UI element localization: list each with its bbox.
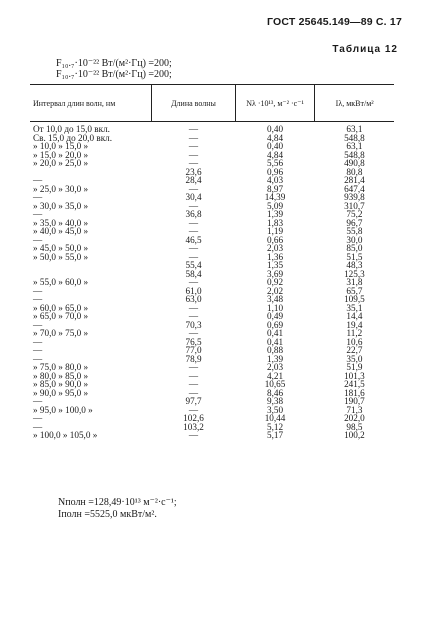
cell-n: 1,10 — [266, 302, 284, 313]
cell-interval — [30, 168, 152, 177]
cell-i: 101,3 — [344, 370, 365, 381]
cell-interval: » 55,0 » 60,0 » — [33, 277, 89, 287]
total-n: Nполн =128,49·10¹³ м⁻²·с⁻¹; — [58, 497, 177, 508]
cell-wavelength: 30,4 — [185, 192, 202, 202]
cell-wavelength: — — [188, 379, 199, 389]
cell-n: 1,83 — [266, 217, 284, 228]
cell-i: 48,3 — [346, 260, 363, 270]
cell-wavelength: — — [188, 387, 199, 398]
table-row — [30, 261, 394, 270]
col-header-wavelength: Длина волны — [152, 85, 235, 122]
cell-i: 71,3 — [346, 404, 363, 415]
cell-i: 310,7 — [344, 200, 365, 211]
cell-n: 5,17 — [266, 430, 284, 440]
cell-i: 51,9 — [346, 362, 363, 372]
cell-n: 3,69 — [266, 268, 284, 279]
cell-wavelength: — — [188, 226, 199, 236]
cell-wavelength: — — [188, 328, 199, 338]
cell-n: 4,21 — [266, 370, 284, 381]
cell-interval: » 100,0 » 105,0 » — [33, 430, 98, 440]
cell-wavelength: — — [188, 200, 199, 211]
table-row — [30, 168, 394, 177]
cell-interval: » 25,0 » 30,0 » — [33, 183, 89, 194]
cell-interval: — — [33, 353, 43, 364]
cell-interval: » 90,0 » 95,0 » — [33, 387, 89, 398]
cell-interval: — — [33, 421, 43, 432]
data-table — [30, 84, 394, 440]
cell-n: 5,12 — [266, 421, 284, 432]
table-row — [30, 312, 394, 321]
standard-header: ГОСТ 25645.149—89 С. 17 — [266, 16, 402, 28]
cell-n: 4,84 — [266, 149, 284, 160]
table-row — [30, 253, 394, 262]
cell-i: 85,0 — [346, 243, 363, 253]
cell-wavelength: — — [188, 217, 199, 228]
cell-wavelength: — — [188, 277, 199, 287]
cell-wavelength: 70,3 — [185, 319, 202, 330]
cell-interval: » 20,0 » 25,0 » — [33, 158, 89, 168]
cell-i: 241,5 — [344, 379, 365, 389]
cell-n: 8,46 — [266, 387, 284, 398]
cell-interval: » 50,0 » 55,0 » — [33, 251, 89, 262]
cell-interval: » 15,0 » 20,0 » — [33, 149, 89, 160]
cell-interval: — — [33, 336, 43, 347]
cell-wavelength: — — [188, 158, 199, 168]
cell-wavelength: — — [188, 362, 199, 372]
table-row — [30, 185, 394, 194]
cell-n: 0,41 — [266, 328, 284, 338]
cell-wavelength: — — [188, 183, 199, 194]
col-header-n: Nλ ·10¹³, м⁻² ·с⁻¹ — [235, 85, 315, 122]
total-i: Iполн =5525,0 мкВт/м². — [58, 509, 157, 520]
cell-i: 22,7 — [346, 345, 363, 355]
cell-n: 5,09 — [266, 200, 284, 211]
cell-n: 10,44 — [264, 413, 286, 423]
cell-n: 4,03 — [266, 175, 284, 185]
table-row — [30, 227, 394, 236]
cell-n: 1,39 — [266, 353, 284, 364]
cell-n: 1,39 — [266, 209, 284, 219]
cell-interval: — — [33, 209, 43, 219]
cell-wavelength: — — [188, 404, 199, 415]
cell-wavelength: 61,0 — [185, 285, 202, 296]
cell-i: 19,4 — [346, 319, 363, 330]
cell-wavelength: — — [188, 302, 199, 313]
cell-i: 548,8 — [344, 149, 365, 160]
cell-wavelength: 76,5 — [185, 336, 202, 347]
table-row — [30, 414, 394, 423]
cell-n: 4,84 — [266, 132, 284, 143]
cell-n: 0,88 — [266, 345, 284, 355]
cell-wavelength: 77,0 — [185, 345, 202, 355]
cell-n: 5,56 — [266, 158, 284, 168]
table-body — [30, 122, 394, 440]
cell-n: 14,39 — [264, 192, 286, 202]
cell-wavelength: 103,2 — [183, 421, 204, 432]
table-row — [30, 122, 394, 134]
cell-wavelength: 36,8 — [185, 209, 202, 219]
cell-interval: — — [33, 345, 43, 355]
cell-interval: » 80,0 » 85,0 » — [33, 370, 89, 381]
cell-interval: — — [33, 175, 43, 185]
cell-i: 100,2 — [344, 430, 365, 440]
cell-n: 1,36 — [266, 251, 284, 262]
cell-interval: » 40,0 » 45,0 » — [33, 226, 89, 236]
cell-wavelength: 46,5 — [185, 234, 202, 245]
cell-n: 0,49 — [266, 311, 284, 321]
cell-i: 181,6 — [344, 387, 365, 398]
cell-n: 0,41 — [266, 336, 284, 347]
table-row — [30, 346, 394, 355]
cell-i: 647,4 — [344, 183, 365, 194]
cell-interval: — — [33, 294, 43, 304]
cell-i: 35,0 — [346, 353, 363, 364]
table-title: Таблица 12 — [332, 44, 398, 55]
cell-interval: » 45,0 » 50,0 » — [33, 243, 89, 253]
cell-wavelength: — — [188, 370, 199, 381]
cell-i: 939,8 — [344, 192, 365, 202]
cell-wavelength: 55,4 — [185, 260, 202, 270]
cell-interval: — — [33, 234, 43, 245]
cell-n: 3,50 — [266, 404, 284, 415]
cell-interval: » 35,0 » 40,0 » — [33, 217, 89, 228]
cell-wavelength: — — [188, 149, 199, 160]
cell-i: 14,4 — [346, 311, 363, 321]
cell-i: 548,8 — [344, 132, 365, 143]
param-line-1: F₁₀.₇·10⁻²² Вт/(м²·Гц) =200; — [56, 58, 172, 69]
cell-n: 1,19 — [266, 226, 284, 236]
table-row — [30, 338, 394, 347]
cell-wavelength: 97,7 — [185, 396, 202, 406]
cell-wavelength: 58,4 — [185, 268, 202, 279]
cell-n: 1,35 — [266, 260, 284, 270]
cell-interval: » 70,0 » 75,0 » — [33, 328, 89, 338]
cell-n: 0,69 — [266, 319, 284, 330]
cell-i: 65,7 — [346, 285, 363, 296]
cell-n: 2,02 — [266, 285, 284, 296]
table-row — [30, 278, 394, 287]
cell-interval — [30, 261, 152, 270]
col-header-interval: Интервал длин волн, нм — [30, 85, 152, 122]
cell-interval: » 65,0 » 70,0 » — [33, 311, 89, 321]
cell-interval: — — [33, 396, 43, 406]
cell-i: 51,5 — [346, 251, 363, 262]
cell-wavelength: 23,6 — [185, 166, 202, 177]
cell-i: 80,8 — [346, 166, 363, 177]
cell-i: 202,0 — [344, 413, 365, 423]
cell-n: 3,48 — [266, 294, 284, 304]
cell-wavelength: 28,4 — [185, 175, 202, 185]
cell-i: 63,1 — [346, 141, 363, 151]
cell-i: 281,4 — [344, 175, 365, 185]
cell-interval: » 30,0 » 35,0 » — [33, 200, 89, 211]
table-row — [30, 389, 394, 398]
cell-n: 2,03 — [266, 362, 284, 372]
cell-i: 490,8 — [344, 158, 365, 168]
table-header-row — [30, 85, 394, 122]
cell-i: 35,1 — [346, 302, 363, 313]
cell-n: 9,38 — [266, 396, 284, 406]
table-row — [30, 329, 394, 338]
table-row — [30, 406, 394, 415]
param-line-2: F₁₀.₇·10⁻²² Вт/(м²·Гц) =200; — [56, 69, 172, 80]
table-row — [30, 202, 394, 211]
table-row — [30, 431, 394, 440]
cell-interval: » 10,0 » 15,0 » — [33, 141, 89, 151]
cell-interval: — — [33, 192, 43, 202]
cell-wavelength: — — [188, 311, 199, 321]
cell-interval: — — [33, 413, 43, 423]
cell-n: 0,66 — [266, 234, 284, 245]
cell-i: 96,7 — [346, 217, 363, 228]
cell-interval: — — [33, 319, 43, 330]
cell-n: 0,96 — [266, 166, 284, 177]
cell-wavelength: 78,9 — [185, 353, 202, 364]
cell-i: 125,3 — [344, 268, 365, 279]
cell-wavelength: — — [188, 251, 199, 262]
cell-i: 31,8 — [346, 277, 363, 287]
cell-interval: » 75,0 » 80,0 » — [33, 362, 89, 372]
cell-n: 0,92 — [266, 277, 284, 287]
cell-n: 8,97 — [266, 183, 284, 194]
cell-n: 0,40 — [266, 124, 284, 134]
cell-wavelength: — — [188, 124, 199, 134]
cell-wavelength: 102,6 — [183, 413, 204, 423]
cell-i: 109,5 — [344, 294, 365, 304]
cell-wavelength: — — [188, 141, 199, 151]
cell-i: 11,2 — [346, 328, 363, 338]
table-row — [30, 287, 394, 296]
cell-n: 0,40 — [266, 141, 284, 151]
table-row — [30, 159, 394, 168]
cell-n: 2,03 — [266, 243, 284, 253]
cell-interval: » 60,0 » 65,0 » — [33, 302, 89, 313]
cell-interval: Св. 15,0 до 20,0 вкл. — [33, 132, 113, 143]
cell-wavelength: — — [188, 243, 199, 253]
cell-wavelength: — — [188, 132, 199, 143]
cell-i: 190,7 — [344, 396, 365, 406]
cell-i: 30,0 — [346, 234, 363, 245]
cell-n: 10,65 — [264, 379, 286, 389]
cell-i: 55,8 — [346, 226, 363, 236]
cell-i: 98,5 — [346, 421, 363, 432]
cell-i: 63,1 — [346, 124, 363, 134]
cell-i: 75,2 — [346, 209, 363, 219]
cell-i: 10,6 — [346, 336, 363, 347]
col-header-i: Iλ, мкВт/м² — [315, 85, 394, 122]
cell-interval: » 95,0 » 100,0 » — [33, 404, 93, 415]
cell-wavelength: 63,0 — [185, 294, 202, 304]
cell-wavelength: — — [188, 430, 199, 440]
cell-interval: » 85,0 » 90,0 » — [33, 379, 89, 389]
cell-interval: — — [33, 285, 43, 296]
cell-interval: От 10,0 до 15,0 вкл. — [33, 124, 110, 134]
